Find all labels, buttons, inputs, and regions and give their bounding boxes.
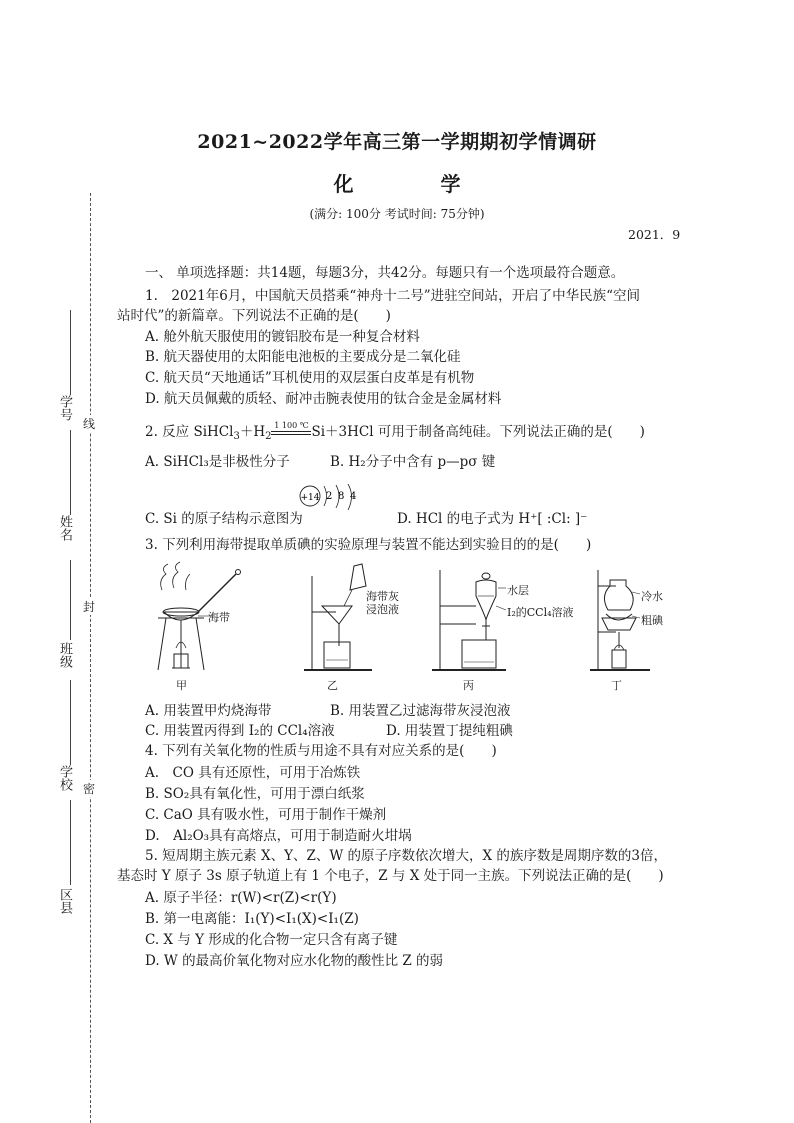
q5-option-b: B. 第一电离能：I₁(Y)<I₁(X)<I₁(Z)	[145, 911, 359, 927]
q1-stem-line2: 站时代”的新篇章。下列说法不正确的是( )	[117, 308, 391, 324]
q3-label-jia: 甲	[176, 679, 187, 692]
q1-stem-line1: 1. 2021年6月，中国航天员搭乘“神舟十二号”进驻空间站，开启了中华民族“空间	[145, 288, 641, 304]
q3-option-c: C. 用装置丙得到 I₂的 CCl₄溶液	[145, 723, 335, 739]
q4-option-b: B. SO₂具有氧化性，可用于漂白纸浆	[145, 786, 365, 802]
q4-option-d: D. Al₂O₃具有高熔点，可用于制造耐火坩埚	[145, 828, 412, 844]
q3-apparatus-figure	[140, 560, 680, 695]
q1-option-b: B. 航天器使用的太阳能电池板的主要成分是二氧化硅	[145, 349, 461, 365]
q5-stem-line1: 5. 短周期主族元素 X、Y、Z、W 的原子序数依次增大，X 的族序数是周期序数的3倍，	[145, 848, 668, 864]
q1-option-a: A. 舱外航天服使用的镀铝胶布是一种复合材料	[145, 329, 420, 345]
quxian-line	[70, 800, 71, 885]
field-banji: 班级	[57, 642, 72, 668]
q1-option-c: C. 航天员“天地通话”耳机使用的双层蛋白皮革是有机物	[145, 370, 475, 386]
q2-condition: 1 100 ℃	[274, 421, 309, 430]
exam-meta: (满分: 100分 考试时间: 75分钟)	[309, 207, 485, 221]
q3-label-ding: 丁	[611, 679, 622, 692]
apparatus-bing	[432, 570, 506, 670]
q5-stem-line2: 基态时 Y 原子 3s 原子轨道上有 1 个电子，Z 与 X 处于同一主族。下列说法正确的是( )	[117, 868, 664, 884]
q2-option-c: C. Si 的原子结构示意图为	[145, 511, 303, 527]
q3-annot-yi-1: 海带灰	[366, 590, 399, 603]
q2-stem: 2. 反应 $SiHCl_3+H_2$ 1 100 ℃ Si＋3HCl 可用于制备高纯硅。下列说法正确的是( )	[145, 423, 645, 446]
q3-option-d: D. 用装置丁提纯粗碘	[386, 723, 513, 739]
xuexiao-line	[70, 680, 71, 765]
q3-annot-jia: 海带	[208, 611, 230, 624]
si-shell-1: 2	[326, 491, 333, 502]
q4-option-c: C. CaO 具有吸水性，可用于制作干燥剂	[145, 807, 387, 823]
q5-option-d: D. W 的最高价氧化物对应水化物的酸性比 Z 的弱	[145, 953, 444, 969]
q5-option-a: A. 原子半径：r(W)<r(Z)<r(Y)	[145, 890, 337, 906]
si-shell-3: 4	[350, 491, 357, 502]
si-shell-2: 8	[338, 491, 345, 502]
q3-label-yi: 乙	[327, 679, 338, 692]
q2-option-a: A. SiHCl₃是非极性分子	[145, 454, 290, 470]
xingming-line	[70, 430, 71, 515]
q3-stem: 3. 下列利用海带提取单质碘的实验原理与装置不能达到实验目的的是( )	[145, 537, 592, 553]
apparatus-yi	[304, 564, 372, 670]
binding-dashed-line	[90, 193, 91, 1123]
q5-option-c: C. X 与 Y 形成的化合物一定只含有离子键	[145, 932, 398, 948]
q4-stem: 4. 下列有关氧化物的性质与用途不具有对应关系的是( )	[145, 743, 497, 759]
q3-annot-bing-1: 水层	[507, 584, 529, 597]
q3-label-bing: 丙	[463, 679, 474, 692]
seal-mi: 密	[83, 782, 96, 796]
subject-title: 化 学	[333, 172, 501, 196]
q1-option-d: D. 航天员佩戴的质轻、耐冲击腕表使用的钛合金是金属材料	[145, 391, 502, 407]
q2-option-d: D. HCl 的电子式为 H⁺[ :Cl: ]⁻	[397, 511, 588, 527]
seal-feng: 封	[83, 600, 96, 614]
field-xingming: 姓名	[57, 515, 72, 541]
banji-line	[70, 560, 71, 640]
q3-option-a: A. 用装置甲灼烧海带	[145, 703, 272, 719]
q2-stem-pre: 2. 反应 SiHCl	[145, 424, 234, 440]
xuehao-line	[70, 310, 71, 395]
exam-date: 2021．9	[628, 227, 681, 242]
field-quxian: 区县	[57, 888, 72, 914]
page-title: 2021~2022学年高三第一学期期初学情调研	[197, 131, 597, 153]
q2-stem-post: Si＋3HCl 可用于制备高纯硅。下列说法正确的是( )	[311, 424, 645, 440]
si-atom-diagram	[296, 484, 366, 526]
seal-xian: 线	[83, 417, 96, 431]
q3-annot-ding-1: 冷水	[641, 590, 663, 603]
si-nucleus-label: +14	[300, 493, 320, 503]
q3-annot-yi-2: 浸泡液	[366, 603, 399, 616]
section-heading: 一、 单项选择题：共14题，每题3分，共42分。每题只有一个选项最符合题意。	[145, 265, 625, 281]
q4-option-a: A. CO 具有还原性，可用于冶炼铁	[145, 765, 361, 781]
q2-option-b: B. H₂分子中含有 p—pσ 键	[330, 454, 496, 470]
field-xuehao: 学号	[57, 395, 72, 421]
q3-option-b: B. 用装置乙过滤海带灰浸泡液	[330, 703, 511, 719]
q3-annot-ding-2: 粗碘	[641, 614, 663, 627]
field-xuexiao: 学校	[57, 765, 72, 791]
q3-annot-bing-2: I₂的CCl₄溶液	[507, 606, 574, 619]
